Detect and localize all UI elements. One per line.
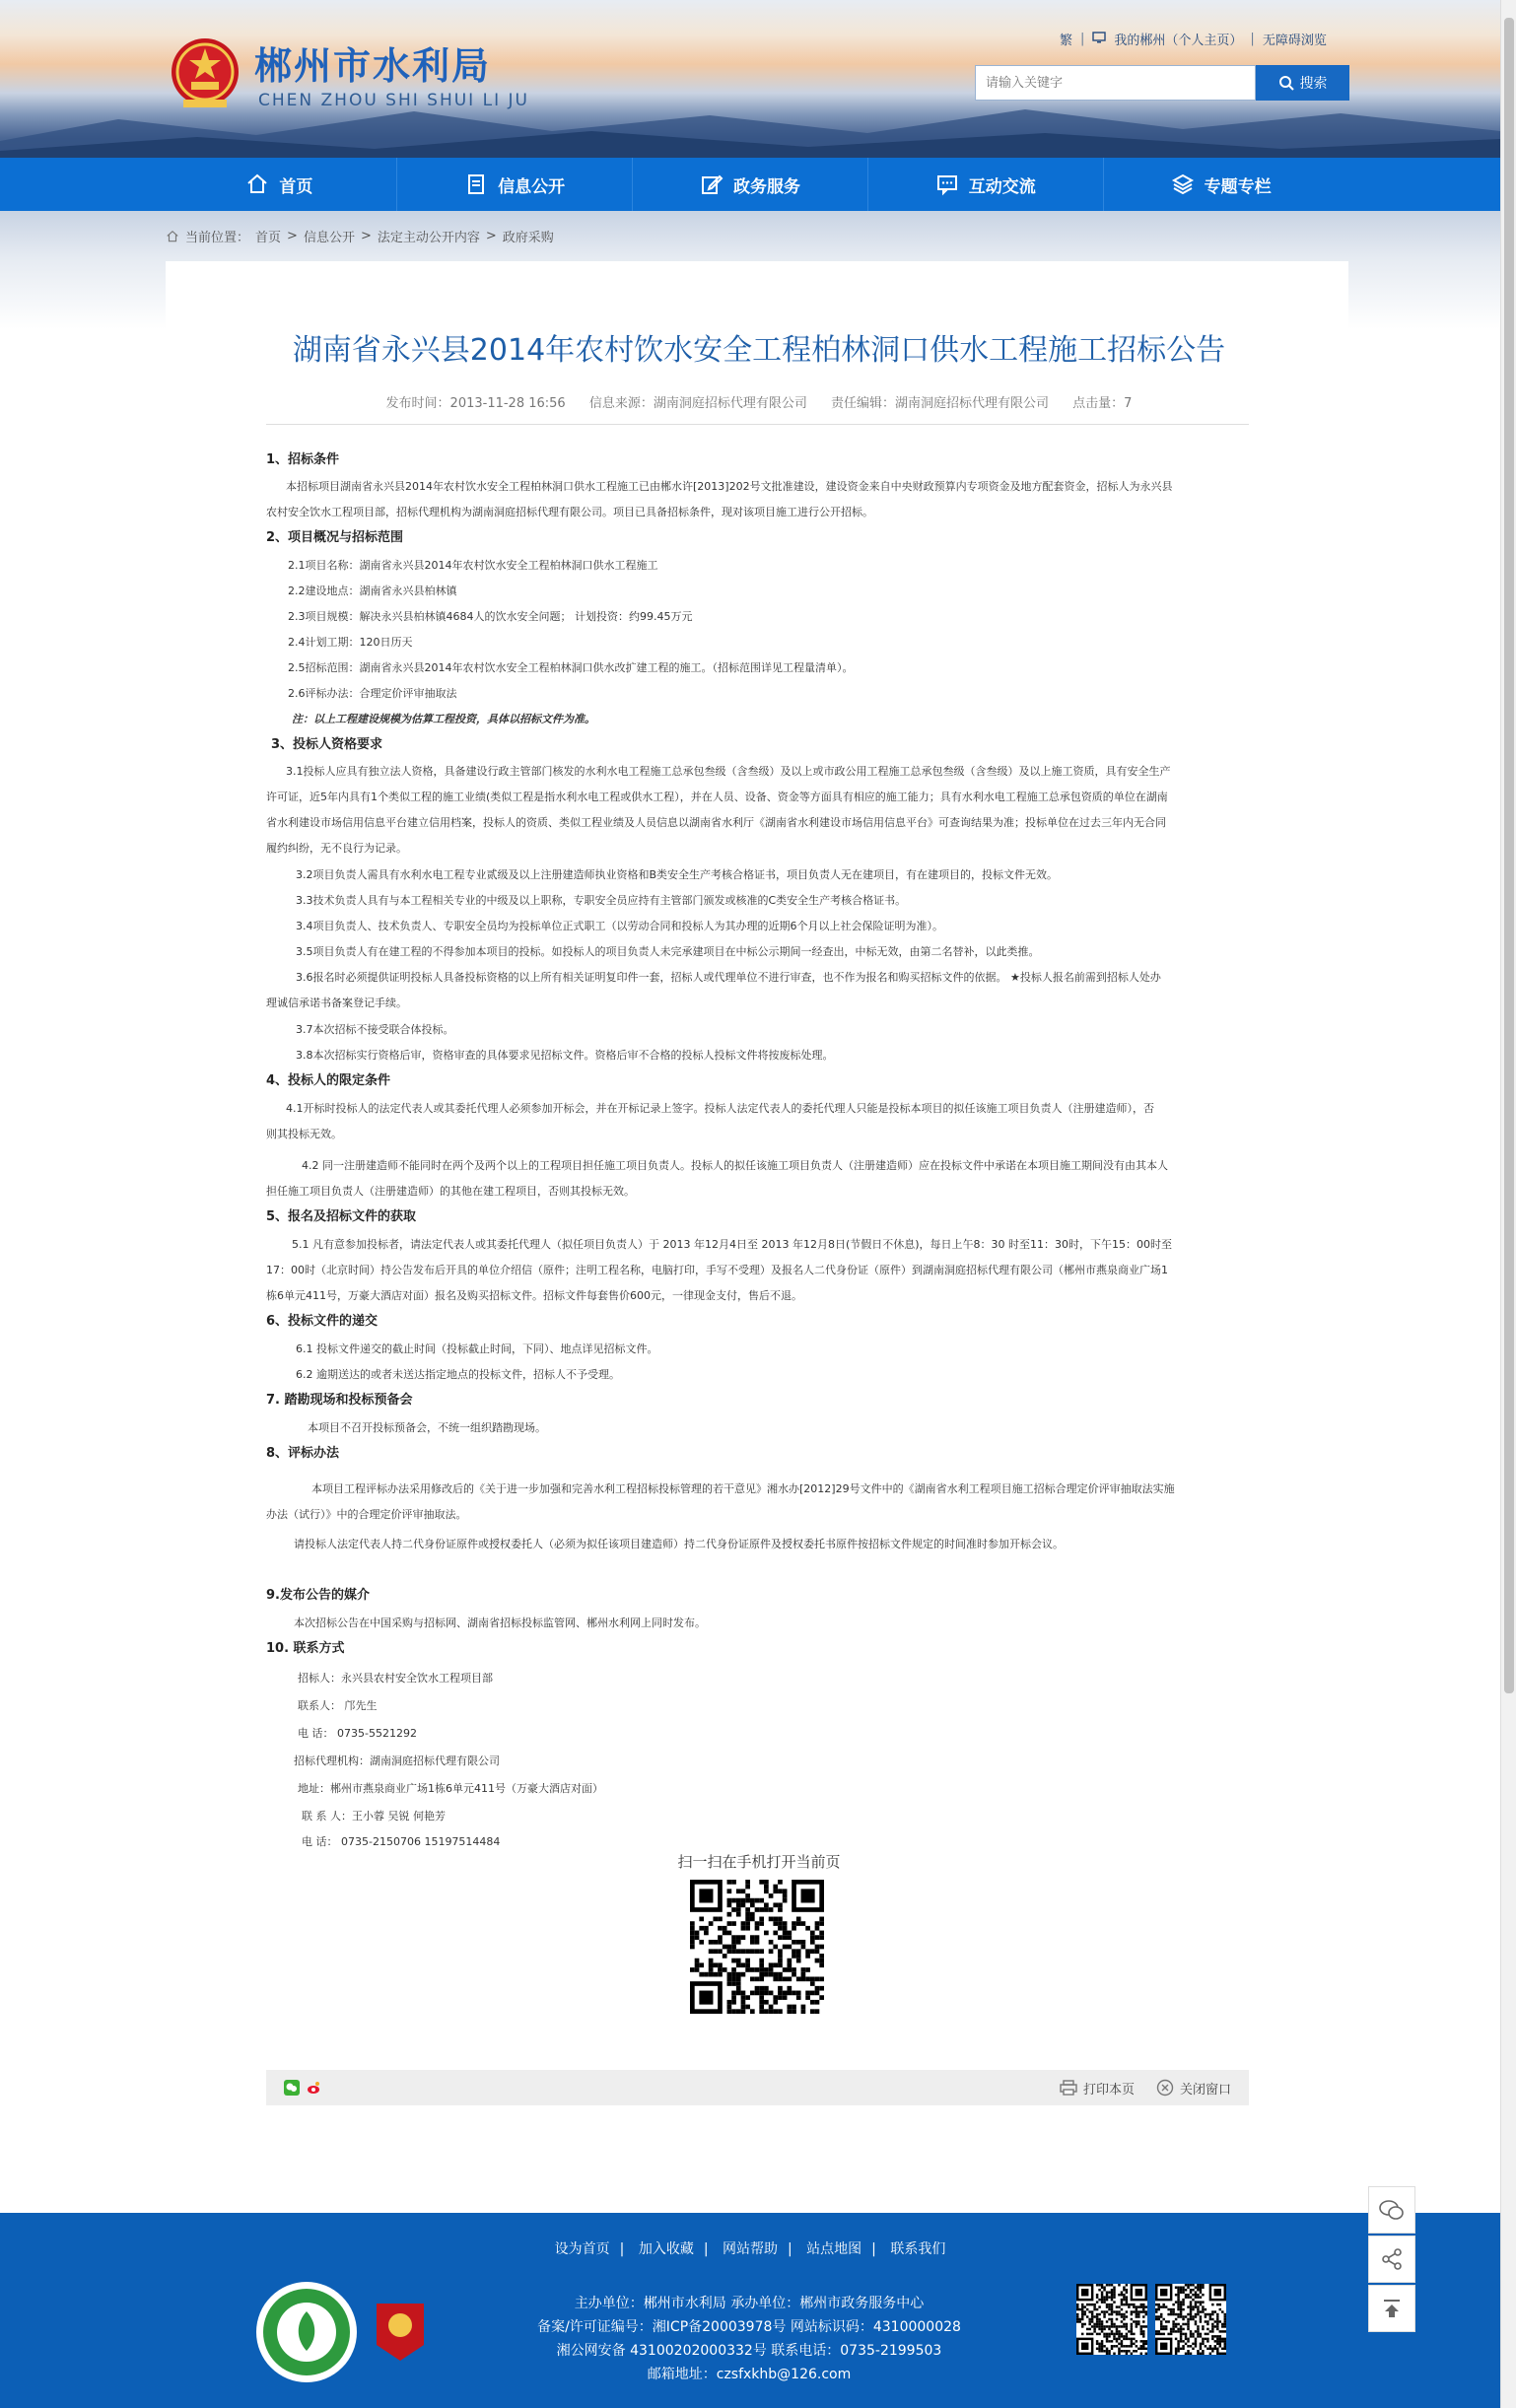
- section-heading: 7. 踏勘现场和投标预备会: [266, 1393, 413, 1408]
- nav-item-label: 互动交流: [968, 176, 1036, 197]
- paragraph-line: 3.2项目负责人需具有水利水电工程专业贰级及以上注册建造师执业资格和B类安全生产考核合格证书，项目负责人无在建项目，有在建项目的，投标文件无效。: [296, 868, 1059, 881]
- footer-link-help[interactable]: 网站帮助: [723, 2241, 778, 2257]
- home-icon: [245, 172, 269, 196]
- home-icon: [166, 230, 179, 243]
- wechat-icon[interactable]: [284, 2080, 300, 2096]
- paragraph-line: 本项目工程评标办法采用修改后的《关于进一步加强和完善水利工程招标投标管理的若干意见》湘水办[2012]29号文件中的《湖南省水利工程项目施工招标合理定价评审抽取法实施: [311, 1482, 1175, 1495]
- section-heading: 9.发布公告的媒介: [266, 1588, 370, 1603]
- paragraph-line: 3.5项目负责人有在建工程的不得参加本项目的投标。如投标人的项目负责人未完承建项目在中标公示期间一经查出，中标无效，由第二名替补，以此类推。: [296, 945, 1040, 958]
- view-count: 点击量：7: [1072, 396, 1133, 411]
- paragraph-line: 理诚信承诺书备案登记手续。: [266, 997, 407, 1009]
- footer-info: [493, 2292, 1005, 2386]
- printer-icon: [1060, 2080, 1077, 2096]
- breadcrumb-home[interactable]: 首页: [255, 231, 282, 245]
- paragraph-line: 5.1 凡有意参加投标者，请法定代表人或其委托代理人（拟任项目负责人）于 2013 年12月4日至 2013 年12月8日(节假日不休息)，每日上午8：30 时至11：30时，下午15：00时至: [292, 1238, 1173, 1251]
- paragraph-line: 2.3项目规模：解决永兴县柏林镇4684人的饮水安全问题； 计划投资：约99.45万元: [288, 610, 693, 623]
- vertical-scrollbar[interactable]: [1500, 0, 1516, 2408]
- search-icon: [1278, 75, 1294, 91]
- wechat-icon: [1379, 2199, 1405, 2221]
- paragraph-line: 6.1 投标文件递交的截止时间（投标截止时间，下同）、地点详见招标文件。: [296, 1342, 658, 1355]
- weibo-icon[interactable]: [306, 2080, 321, 2096]
- my-chenzhou-link[interactable]: 我的郴州（个人主页）: [1114, 34, 1243, 48]
- footer-qr-code-2: [1155, 2284, 1226, 2355]
- footer-link-contact[interactable]: 联系我们: [890, 2241, 946, 2257]
- footer-qr-code-1: [1076, 2284, 1147, 2355]
- search-button[interactable]: [1256, 65, 1349, 101]
- breadcrumb-statutory[interactable]: 法定主动公开内容: [377, 231, 480, 245]
- footer-link-homepage[interactable]: 设为首页: [554, 2241, 610, 2257]
- paragraph-line: 本招标项目湖南省永兴县2014年农村饮水安全工程柏林洞口供水工程施工已由郴水许[2013]202号文批准建设，建设资金来自中央财政预算内专项资金及地方配套资金，招标人为永兴县: [286, 480, 1173, 493]
- section-heading: 10. 联系方式: [266, 1641, 345, 1656]
- paragraph-line: 招标代理机构：湖南洞庭招标代理有限公司: [294, 1754, 500, 1767]
- nav-item-label: 专题专栏: [1204, 176, 1272, 197]
- scrollbar-thumb[interactable]: [1504, 18, 1514, 1693]
- paragraph-line: 4.2 同一注册建造师不能同时在两个及两个以上的工程项目担任施工项目负责人。投标人的拟任该施工项目负责人（注册建造师）应在投标文件中承诺在本项目施工期间没有由其本人: [302, 1159, 1168, 1172]
- footer-link-favorite[interactable]: 加入收藏: [638, 2241, 694, 2257]
- back-to-top-button[interactable]: [1368, 2285, 1415, 2332]
- section-heading: 1、招标条件: [266, 452, 340, 467]
- qr-caption: 扫一扫在手机打开当前页: [677, 1853, 841, 1871]
- accessibility-link[interactable]: 无障碍浏览: [1262, 34, 1327, 48]
- civilized-unit-badge: [256, 2282, 357, 2382]
- info-source: 信息来源：湖南洞庭招标代理有限公司: [588, 396, 807, 411]
- paragraph-line: 6.2 逾期送达的或者未送达指定地点的投标文件，招标人不予受理。: [296, 1368, 620, 1381]
- paragraph-line: 17：00时（北京时间）持公告发布后开具的单位介绍信（原件；注明工程名称，电脑打印，手写不受理）及报名人二代身份证（原件）到湖南洞庭招标代理有限公司（郴州市燕泉商业广场1: [266, 1264, 1168, 1276]
- article-title: 湖南省永兴县2014年农村饮水安全工程柏林洞口供水工程施工招标公告: [292, 333, 1226, 368]
- paragraph-line: 3.6报名时必须提供证明投标人具备投标资格的以上所有相关证明复印件一套，招标人或代理单位不进行审查，也不作为报名和购买招标文件的依据。 ★投标人报名前需到招标人处办: [296, 971, 1161, 984]
- print-button[interactable]: [1060, 2079, 1135, 2098]
- nav-item-gov-services[interactable]: [633, 158, 868, 211]
- paragraph-line: 农村安全饮水工程项目部，招标代理机构为湖南洞庭招标代理有限公司。项目已具备招标条件，现对该项目施工进行公开招标。: [266, 506, 873, 518]
- site-header: [0, 0, 1500, 161]
- paragraph-line: 2.5招标范围：湖南省永兴县2014年农村饮水安全工程柏林洞口供水改扩建工程的施工。（招标范围详见工程量清单）。: [288, 661, 854, 674]
- layers-icon: [1171, 172, 1195, 196]
- national-emblem-logo: [170, 34, 241, 113]
- paragraph-line: 许可证，近5年内具有1个类似工程的施工业绩(类似工程是指水利水电工程或供水工程），并在人员、设备、资金等方面具有相应的施工能力；具有水利水电工程施工总承包资质的单位在湖南: [266, 791, 1168, 803]
- nav-item-special-topics[interactable]: [1104, 158, 1339, 211]
- paragraph-line: 注：以上工程建设规模为估算工程投资，具体以招标文件为准。: [292, 713, 595, 725]
- arrow-up-icon: [1380, 2297, 1404, 2320]
- breadcrumb-info[interactable]: 信息公开: [303, 231, 355, 245]
- site-footer: [0, 2213, 1500, 2408]
- share-icon: [1380, 2247, 1404, 2271]
- paragraph-line: 联系人： 邝先生: [298, 1699, 378, 1712]
- paragraph-line: 招标人：永兴县农村安全饮水工程项目部: [298, 1672, 493, 1685]
- paragraph-line: 3.1投标人应具有独立法人资格，具备建设行政主管部门核发的水利水电工程施工总承包叁级（含叁级）及以上或市政公用工程施工总承包叁级（含叁级）及以上施工资质，具有安全生产: [286, 765, 1171, 778]
- article-meta: [266, 392, 1252, 411]
- share-float-button[interactable]: [1368, 2236, 1415, 2283]
- wechat-float-button[interactable]: [1368, 2186, 1415, 2234]
- section-heading: 5、报名及招标文件的获取: [266, 1209, 417, 1224]
- paragraph-line: 电 话： 0735-5521292: [298, 1727, 417, 1740]
- paragraph-line: 本项目不召开投标预备会，不统一组织踏勘现场。: [308, 1421, 546, 1434]
- breadcrumb: 当前位置： 首页 > 信息公开 > 法定主动公开内容 > 政府采购: [166, 227, 554, 245]
- search-bar: [975, 65, 1349, 101]
- paragraph-line: 地址：郴州市燕泉商业广场1栋6单元411号（万豪大酒店对面）: [298, 1782, 603, 1795]
- paragraph-line: 联 系 人：王小蓉 吴锐 何艳芳: [302, 1810, 446, 1823]
- paragraph-line: 则其投标无效。: [266, 1128, 342, 1140]
- footer-email: 邮箱地址：czsfxkhb@126.com: [647, 2367, 852, 2382]
- nav-item-label: 信息公开: [498, 176, 566, 197]
- section-heading: 3、投标人资格要求: [271, 737, 383, 752]
- paragraph-line: 担任施工项目负责人（注册建造师）的其他在建工程项目，否则其投标无效。: [266, 1185, 635, 1198]
- traditional-chinese-link[interactable]: 繁: [1060, 34, 1073, 48]
- page-qr-code: [690, 1880, 824, 2014]
- paragraph-line: 2.6评标办法：合理定价评审抽取法: [288, 687, 457, 700]
- footer-links: 设为首页 | 加入收藏 | 网站帮助 | 站点地图 | 联系我们: [554, 2241, 946, 2257]
- nav-item-interaction[interactable]: [868, 158, 1104, 211]
- footer-police-record[interactable]: 湘公网安备 43100202000332号 联系电话：0735-2199503: [556, 2343, 942, 2359]
- publish-date: 发布时间：2013-11-28 16:56: [385, 396, 566, 411]
- close-icon: [1156, 2079, 1174, 2097]
- paragraph-line: 4.1开标时投标人的法定代表人或其委托代理人必须参加开标会，并在开标记录上签字。投标人法定代表人的委托代理人只能是投标本项目的拟任该施工项目负责人（注册建造师），否: [286, 1102, 1154, 1115]
- document-icon: [464, 172, 488, 196]
- nav-item-info-disclosure[interactable]: [397, 158, 633, 211]
- section-heading: 6、投标文件的递交: [266, 1314, 379, 1329]
- paragraph-line: 请投标人法定代表人持二代身份证原件或授权委托人（必须为拟任该项目建造师）持二代身份证原件及授权委托书原件按招标文件规定的时间准时参加开标会议。: [294, 1538, 1064, 1550]
- paragraph-line: 3.8本次招标实行资格后审，资格审查的具体要求见招标文件。资格后审不合格的投标人投标文件将按废标处理。: [296, 1049, 834, 1062]
- chat-icon: [935, 172, 959, 196]
- paragraph-line: 本次招标公告在中国采购与招标网、湖南省招标投标监管网、郴州水利网上同时发布。: [294, 1617, 706, 1629]
- section-heading: 2、项目概况与招标范围: [266, 530, 404, 545]
- nav-item-label: 首页: [279, 176, 313, 197]
- section-heading: 8、评标办法: [266, 1446, 340, 1461]
- paragraph-line: 2.4计划工期：120日历天: [288, 636, 413, 649]
- footer-link-sitemap[interactable]: 站点地图: [806, 2241, 862, 2257]
- nav-item-home[interactable]: [163, 158, 398, 211]
- paragraph-line: 3.7本次招标不接受联合体投标。: [296, 1023, 454, 1036]
- edit-icon: [700, 172, 724, 196]
- paragraph-line: 办法（试行）》中的合理定价评审抽取法。: [266, 1508, 467, 1521]
- print-label: 打印本页: [1082, 2082, 1135, 2098]
- main-nav: [0, 158, 1500, 211]
- paragraph-line: 2.2建设地点：湖南省永兴县柏林镇: [288, 585, 457, 597]
- paragraph-line: 履约纠纷，无不良行为记录。: [266, 842, 407, 855]
- close-window-button[interactable]: [1156, 2079, 1231, 2098]
- breadcrumb-procurement[interactable]: 政府采购: [502, 231, 554, 245]
- nav-item-label: 政务服务: [732, 176, 800, 197]
- paragraph-line: 栋6单元411号，万豪大酒店对面）报名及购买招标文件。招标文件每套售价600元，一律现金支付，售后不退。: [266, 1289, 802, 1302]
- search-button-label: 搜索: [1299, 76, 1328, 92]
- paragraph-line: 2.1项目名称：湖南省永兴县2014年农村饮水安全工程柏林洞口供水工程施工: [288, 559, 658, 572]
- close-label: 关闭窗口: [1179, 2082, 1231, 2098]
- breadcrumb-prefix: 当前位置：: [185, 231, 250, 245]
- footer-organizer: 主办单位：郴州市水利局 承办单位：郴州市政务服务中心: [574, 2296, 925, 2311]
- paragraph-line: 省水利建设市场信用信息平台建立信用档案，投标人的资质、类似工程业绩及人员信息以湖南省水利厅《湖南省水利建设市场信用信息平台》可查询结果为准；投标单位在过去三年内无合同: [266, 816, 1166, 829]
- paragraph-line: 电 话： 0735-2150706 15197514484: [302, 1835, 501, 1848]
- share-bar: [266, 2070, 1249, 2105]
- top-links: 繁 | 我的郴州（个人主页） | 无障碍浏览: [1060, 32, 1327, 48]
- divider: [266, 424, 1249, 425]
- site-subtitle: CHEN ZHOU SHI SHUI LI JU: [258, 91, 529, 110]
- site-title: 郴州市水利局: [254, 44, 492, 88]
- monitor-icon: [1092, 32, 1106, 47]
- search-input[interactable]: [975, 65, 1256, 101]
- responsible-editor: 责任编辑：湖南洞庭招标代理有限公司: [831, 396, 1050, 411]
- footer-icp[interactable]: 备案/许可证编号：湘ICP备20003978号 网站标识码：4310000028: [537, 2319, 961, 2335]
- section-heading: 4、投标人的限定条件: [266, 1073, 391, 1088]
- paragraph-line: 3.4项目负责人、技术负责人、专职安全员均为投标单位正式职工（以劳动合同和投标人为其办理的近期6个月以上社会保险证明为准）。: [296, 920, 943, 932]
- paragraph-line: 3.3技术负责人具有与本工程相关专业的中级及以上职称，专职安全员应持有主管部门颁发或核准的C类安全生产考核合格证书。: [296, 894, 907, 907]
- party-gov-badge: [375, 2302, 426, 2363]
